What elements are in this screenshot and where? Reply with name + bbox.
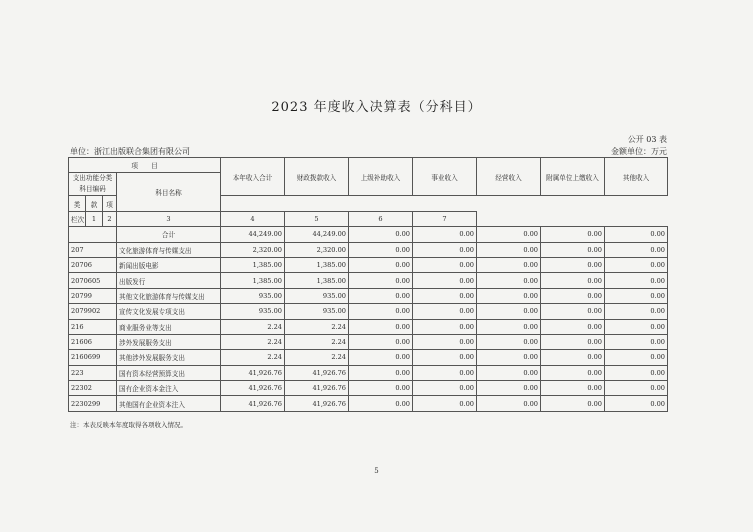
amount-cell: 0.00 [541, 396, 605, 411]
amount-cell: 2.24 [221, 334, 285, 349]
amount-cell: 41,926.76 [285, 381, 349, 396]
table-header [69, 158, 668, 212]
amount-cell: 0.00 [477, 304, 541, 319]
amount-cell: 0.00 [413, 334, 477, 349]
amount-cell: 935.00 [285, 288, 349, 303]
amount-cell: 0.00 [477, 334, 541, 349]
amount-cell: 0.00 [477, 288, 541, 303]
column-number: 7 [413, 211, 477, 226]
amount-cell: 1,385.00 [221, 257, 285, 272]
function-code: 20706 [69, 257, 117, 272]
item-header: 项 目 [69, 158, 221, 173]
col-header-6: 附属单位上缴收入 [541, 158, 605, 196]
function-code: 22302 [69, 381, 117, 396]
amount-cell: 0.00 [413, 288, 477, 303]
total-value: 0.00 [349, 227, 413, 242]
subject-name: 其他国有企业资本注入 [117, 396, 221, 411]
table-row [69, 381, 668, 396]
total-value: 0.00 [605, 227, 668, 242]
subject-name: 其他涉外发展服务支出 [117, 350, 221, 365]
column-number: 1 [86, 211, 103, 226]
revenue-table [68, 157, 668, 412]
column-number-row [69, 211, 668, 226]
subject-name: 文化旅游体育与传媒支出 [117, 242, 221, 257]
function-code: 2230299 [69, 396, 117, 411]
amount-unit: 金额单位：万元 [611, 147, 667, 156]
amount-cell: 0.00 [413, 319, 477, 334]
amount-cell: 1,385.00 [285, 273, 349, 288]
table-row [69, 350, 668, 365]
amount-cell: 0.00 [349, 304, 413, 319]
subject-name: 出版发行 [117, 273, 221, 288]
subject-name: 其他文化旅游体育与传媒支出 [117, 288, 221, 303]
amount-cell: 0.00 [349, 257, 413, 272]
kuan-header: 款 [86, 196, 103, 211]
function-code: 207 [69, 242, 117, 257]
amount-cell: 0.00 [541, 288, 605, 303]
subject-name-header: 科目名称 [117, 173, 221, 211]
amount-cell: 41,926.76 [221, 381, 285, 396]
total-value: 0.00 [413, 227, 477, 242]
table-row [69, 242, 668, 257]
amount-cell: 2,320.00 [221, 242, 285, 257]
amount-cell: 2.24 [221, 319, 285, 334]
amount-cell: 0.00 [413, 242, 477, 257]
amount-cell: 0.00 [605, 304, 668, 319]
function-code: 2079902 [69, 304, 117, 319]
column-no-label: 栏次 [69, 211, 86, 226]
column-number: 6 [349, 211, 413, 226]
amount-cell: 41,926.76 [285, 365, 349, 380]
col-header-5: 经营收入 [477, 158, 541, 196]
amount-cell: 0.00 [349, 381, 413, 396]
column-number: 4 [221, 211, 285, 226]
amount-cell: 0.00 [477, 242, 541, 257]
amount-cell: 0.00 [349, 365, 413, 380]
col-header-4: 事业收入 [413, 158, 477, 196]
col-header-3: 上级补助收入 [349, 158, 413, 196]
amount-cell: 0.00 [477, 365, 541, 380]
table-row [69, 288, 668, 303]
table-row [69, 334, 668, 349]
total-value: 0.00 [477, 227, 541, 242]
subject-name: 国有资本经营预算支出 [117, 365, 221, 380]
amount-cell: 0.00 [541, 365, 605, 380]
xiang-header: 项 [103, 196, 117, 211]
amount-cell: 0.00 [605, 396, 668, 411]
amount-cell: 935.00 [221, 288, 285, 303]
amount-cell: 0.00 [477, 381, 541, 396]
amount-cell: 2,320.00 [285, 242, 349, 257]
amount-cell: 0.00 [605, 288, 668, 303]
total-value: 44,249.00 [221, 227, 285, 242]
amount-cell: 2.24 [285, 319, 349, 334]
table-row [69, 273, 668, 288]
col-header-1: 本年收入合计 [221, 158, 285, 196]
amount-cell: 0.00 [349, 242, 413, 257]
amount-cell: 0.00 [605, 334, 668, 349]
amount-cell: 2.24 [221, 350, 285, 365]
column-number: 5 [285, 211, 349, 226]
amount-cell: 2.24 [285, 334, 349, 349]
column-number: 2 [103, 211, 117, 226]
subject-name: 涉外发展服务支出 [117, 334, 221, 349]
amount-cell: 0.00 [413, 381, 477, 396]
amount-cell: 0.00 [349, 396, 413, 411]
amount-cell: 0.00 [413, 365, 477, 380]
amount-cell: 0.00 [541, 304, 605, 319]
table-row [69, 257, 668, 272]
total-value: 0.00 [541, 227, 605, 242]
amount-cell: 1,385.00 [285, 257, 349, 272]
amount-cell: 0.00 [605, 350, 668, 365]
table-row [69, 365, 668, 380]
table-row [69, 304, 668, 319]
subject-name: 新闻出版电影 [117, 257, 221, 272]
function-code: 223 [69, 365, 117, 380]
amount-cell: 0.00 [541, 350, 605, 365]
col-header-7: 其他收入 [605, 158, 668, 196]
amount-cell: 0.00 [541, 381, 605, 396]
amount-cell: 1,385.00 [221, 273, 285, 288]
function-code: 216 [69, 319, 117, 334]
table-note: 注：本表反映本年度取得各项收入情况。 [70, 421, 187, 429]
amount-cell: 0.00 [541, 273, 605, 288]
page-number: 5 [374, 467, 379, 475]
form-number: 公开 03 表 [627, 135, 667, 144]
page-title: 2023 年度收入决算表（分科目） [271, 100, 482, 115]
function-code: 20799 [69, 288, 117, 303]
amount-cell: 2.24 [285, 350, 349, 365]
total-value: 44,249.00 [285, 227, 349, 242]
table-row [69, 319, 668, 334]
amount-cell: 0.00 [477, 319, 541, 334]
amount-cell: 0.00 [349, 319, 413, 334]
amount-cell: 41,926.76 [285, 396, 349, 411]
amount-cell: 41,926.76 [221, 396, 285, 411]
amount-cell: 0.00 [413, 257, 477, 272]
subject-name: 商业服务业等支出 [117, 319, 221, 334]
amount-cell: 0.00 [349, 273, 413, 288]
amount-cell: 0.00 [477, 350, 541, 365]
amount-cell: 0.00 [477, 273, 541, 288]
amount-cell: 0.00 [605, 381, 668, 396]
amount-cell: 0.00 [413, 273, 477, 288]
col-header-2: 财政拨款收入 [285, 158, 349, 196]
amount-cell: 0.00 [605, 257, 668, 272]
amount-cell: 0.00 [413, 304, 477, 319]
amount-cell: 41,926.76 [221, 365, 285, 380]
function-code: 2070605 [69, 273, 117, 288]
amount-cell: 0.00 [413, 396, 477, 411]
amount-cell: 0.00 [605, 365, 668, 380]
column-number: 3 [117, 211, 221, 226]
amount-cell: 0.00 [349, 288, 413, 303]
lei-header: 类 [69, 196, 86, 211]
amount-cell: 0.00 [477, 396, 541, 411]
amount-cell: 935.00 [221, 304, 285, 319]
amount-cell: 0.00 [349, 350, 413, 365]
amount-cell: 0.00 [605, 242, 668, 257]
total-label: 合计 [117, 227, 221, 242]
subject-name: 国有企业资本金注入 [117, 381, 221, 396]
amount-cell: 935.00 [285, 304, 349, 319]
table-row [69, 396, 668, 411]
function-code: 2160699 [69, 350, 117, 365]
amount-cell: 0.00 [541, 242, 605, 257]
subject-name: 宣传文化发展专项支出 [117, 304, 221, 319]
amount-cell: 0.00 [541, 334, 605, 349]
amount-cell: 0.00 [541, 257, 605, 272]
table-body [69, 211, 668, 242]
total-row [69, 227, 668, 242]
reporting-unit: 单位：浙江出版联合集团有限公司 [70, 147, 190, 156]
amount-cell: 0.00 [349, 334, 413, 349]
amount-cell: 0.00 [605, 319, 668, 334]
amount-cell: 0.00 [413, 350, 477, 365]
data-rows [69, 242, 668, 411]
amount-cell: 0.00 [477, 257, 541, 272]
function-code: 21606 [69, 334, 117, 349]
amount-cell: 0.00 [605, 273, 668, 288]
func-code-header: 支出功能分类科目编码 [69, 173, 117, 196]
amount-cell: 0.00 [541, 319, 605, 334]
